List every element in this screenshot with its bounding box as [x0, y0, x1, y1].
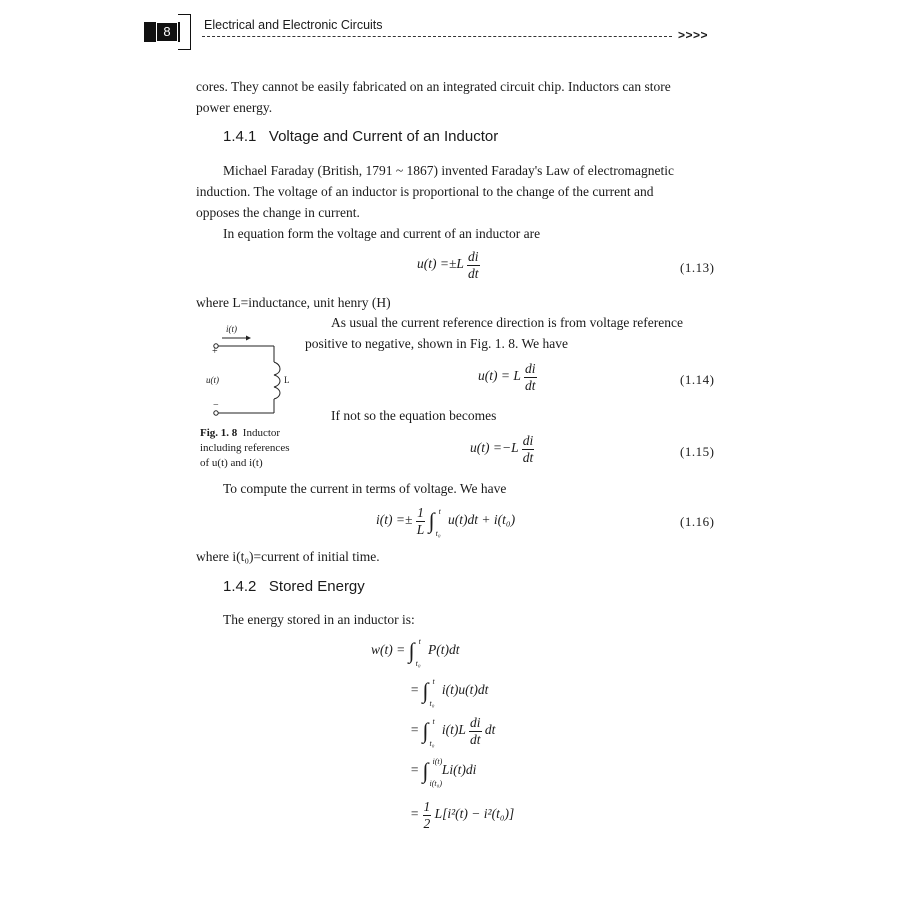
paragraph-where-initial: where i(t₀)=current of initial time. — [196, 549, 380, 564]
figure-minus-sign: − — [213, 400, 219, 411]
energy-line-5: = $\frac{1}{2}$ L[i²(t) − i²(t₀)] — [410, 799, 515, 831]
page-number: 8 — [156, 22, 178, 42]
equation-label-1-15: (1.15) — [680, 444, 715, 459]
figure-caption-text: Inductor — [242, 427, 281, 439]
equation-label-1-13: (1.13) — [680, 260, 715, 275]
current-arrowhead — [246, 336, 251, 341]
paragraph-faraday-line-1: Michael Faraday (British, 1791 ~ 1867) invented Faraday's Law of electromagnetic — [223, 163, 674, 178]
bottom-terminal — [214, 411, 218, 415]
header-bracket — [178, 14, 191, 50]
paragraph-faraday-line-2: induction. The voltage of an inductor is proportional to the change of the current and — [196, 184, 654, 199]
coil — [274, 362, 280, 399]
paragraph-compute: To compute the current in terms of voltage. We have — [223, 481, 507, 496]
section-number: 1.4.2 — [223, 578, 257, 595]
running-title: Electrical and Electronic Circuits — [204, 18, 383, 32]
figure-plus-sign: + — [212, 346, 218, 357]
figure-caption-label: Fig. 1. 8 — [200, 427, 238, 439]
figure-caption-line-2: including references — [200, 442, 290, 454]
paragraph-if-not: If not so the equation becomes — [331, 408, 497, 423]
paragraph-usual-line-1: As usual the current reference direction is from voltage reference — [331, 315, 683, 330]
section-heading-1-4-1 — [223, 128, 498, 145]
equation-label-1-16: (1.16) — [680, 514, 715, 529]
equation-1-16: i(t) =± $\frac{1}{L}$ ∫ t t₀ u(t)dt + i(t₀) — [376, 505, 516, 538]
section-title: Voltage and Current of an Inductor — [268, 128, 499, 145]
paragraph-intro-line-2: power energy. — [196, 100, 273, 115]
figure-current-label: i(t) — [226, 324, 237, 334]
paragraph-usual-line-2: positive to negative, shown in Fig. 1. 8. We have — [305, 336, 569, 351]
figure-caption — [200, 426, 289, 471]
paragraph-energy: The energy stored in an inductor is: — [223, 612, 415, 627]
equation-1-14: u(t) = L $\frac{di}{dt}$ — [478, 361, 536, 393]
section-number: 1.4.1 — [223, 128, 257, 145]
equation-1-13: u(t) =±L $\frac{di}{dt}$ — [417, 249, 479, 281]
energy-line-4: = ∫ i(t) i(t₀) Li(t)di — [410, 757, 477, 788]
paragraph-equation-form: In equation form the voltage and current of an inductor are — [223, 226, 541, 241]
section-title: Stored Energy — [268, 578, 365, 595]
paragraph-intro-line-1: cores. They cannot be easily fabricated on an integrated circuit chip. Inductors can store — [196, 79, 671, 94]
paragraph-faraday-line-3: opposes the change in current. — [196, 205, 360, 220]
equation-1-15: u(t) =−L $\frac{di}{dt}$ — [470, 433, 534, 465]
equation-label-1-14: (1.14) — [680, 372, 715, 387]
energy-line-1: w(t) = ∫ t t₀ P(t)dt — [371, 637, 460, 668]
paragraph-where-inductance: where L=inductance, unit henry (H) — [196, 295, 391, 310]
figure-inductor-label: L — [284, 375, 290, 385]
energy-line-3: = ∫ t t₀ i(t)L $\frac{di}{dt}$ dt — [410, 715, 496, 748]
energy-line-2: = ∫ t t₀ i(t)u(t)dt — [410, 677, 489, 708]
section-heading-1-4-2 — [223, 578, 365, 595]
header-dashed-rule — [202, 36, 672, 37]
figure-voltage-label: u(t) — [206, 375, 219, 385]
header-arrows: >>>> — [678, 28, 709, 42]
figure-caption-line-3: of u(t) and i(t) — [200, 457, 263, 469]
